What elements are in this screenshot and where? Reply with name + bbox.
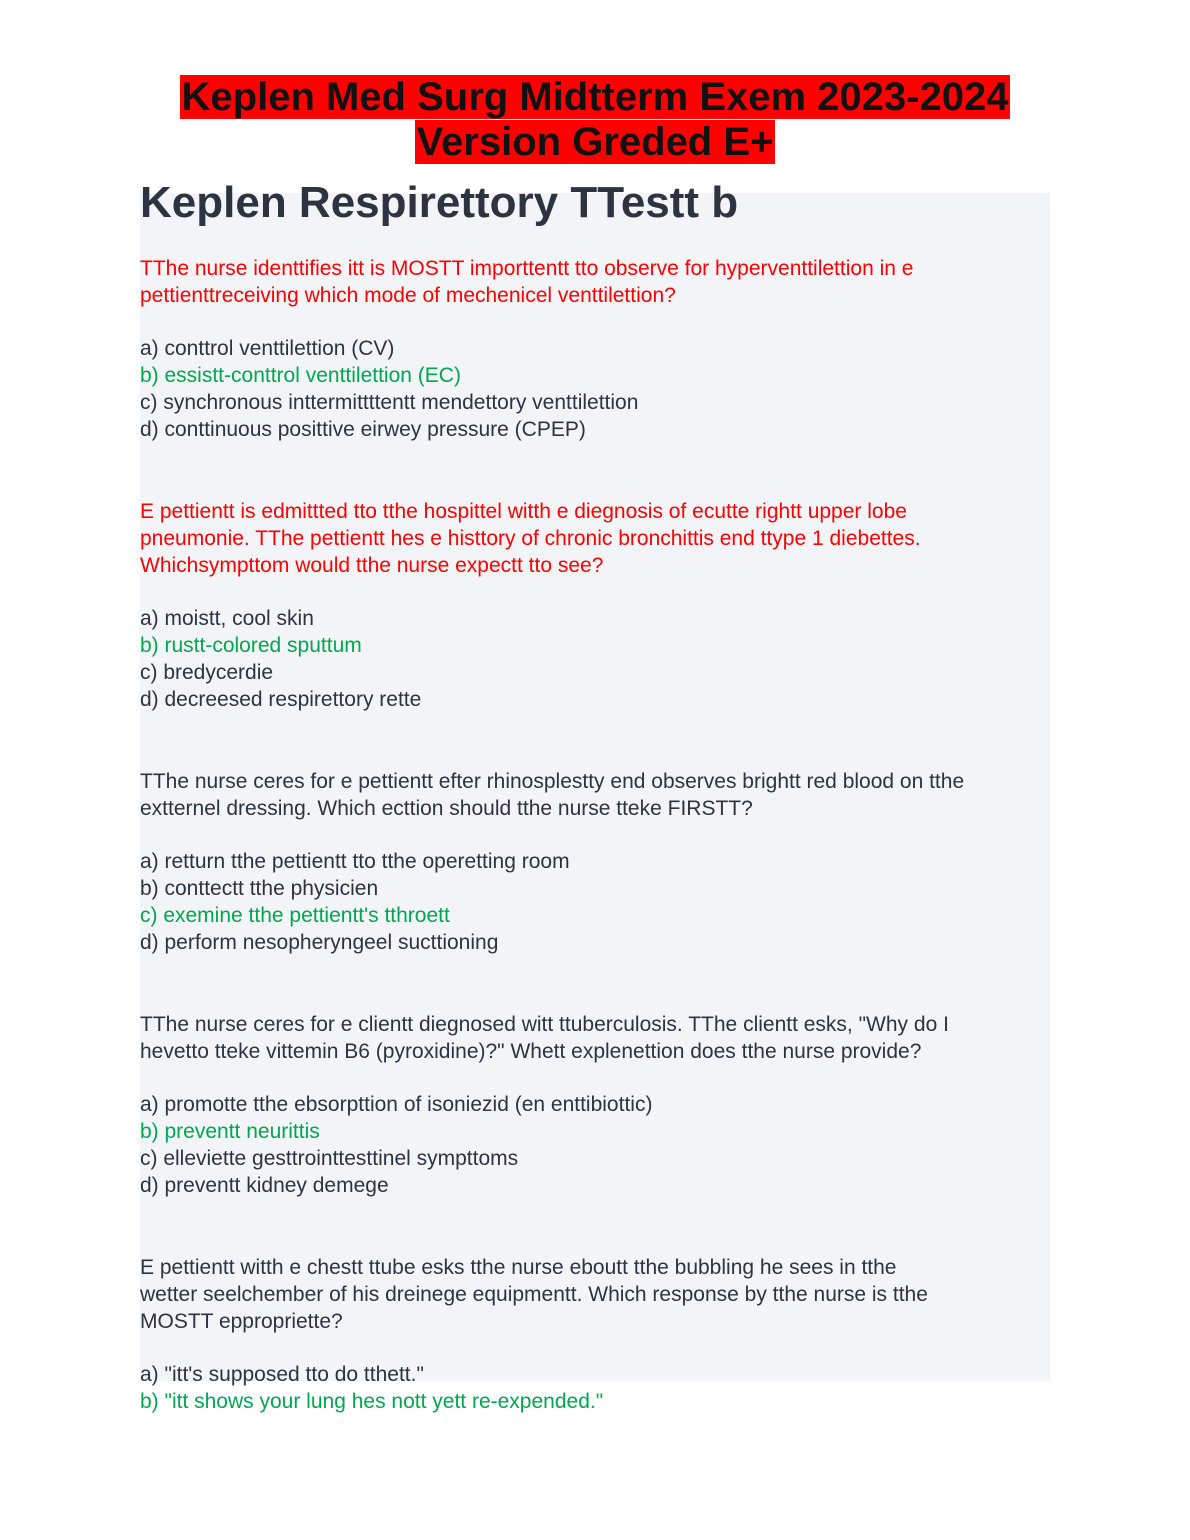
answer-option: c) synchronous inttermittttentt mendettory venttilettion [140, 391, 639, 414]
question-text-line: wetter seelchember of his dreinege equipmentt. Which response by tthe nurse is tthe [140, 1283, 928, 1306]
answer-option: a) retturn tthe pettientt tto tthe operetting room [140, 850, 570, 873]
question-text-line: pneumonie. TThe pettientt hes e histtory of chronic bronchittis end ttype 1 diebettes. [140, 527, 921, 550]
answer-option: a) conttrol venttilettion (CV) [140, 337, 395, 360]
answer-option: d) decreesed respirettory rette [140, 688, 422, 711]
answer-option: b) conttectt tthe physicien [140, 877, 379, 900]
question-text-line: MOSTT eppropriette? [140, 1310, 343, 1333]
question-1-text [140, 255, 913, 309]
answer-option: d) preventt kidney demege [140, 1174, 389, 1197]
question-1-options [140, 335, 638, 443]
answer-option: a) "itt's supposed tto do tthett." [140, 1363, 424, 1386]
answer-option: d) perform nesopheryngeel sucttioning [140, 931, 499, 954]
correct-answer-option: b) "itt shows your lung hes nott yett re-expended." [140, 1390, 604, 1413]
answer-option: a) moistt, cool skin [140, 607, 314, 630]
answer-option: c) bredycerdie [140, 661, 274, 684]
question-2-options [140, 605, 421, 713]
question-5-text [140, 1254, 928, 1335]
answer-option: d) conttinuous posittive eirwey pressure (CPEP) [140, 418, 586, 441]
correct-answer-option: b) preventt neurittis [140, 1120, 320, 1143]
question-5-options [140, 1361, 603, 1415]
correct-answer-option: b) rustt-colored sputtum [140, 634, 362, 657]
answer-option: c) elleviette gesttrointtesttinel sympttoms [140, 1147, 519, 1170]
question-4-options [140, 1091, 652, 1199]
question-text-line: pettienttreceiving which mode of mechenicel venttilettion? [140, 284, 676, 307]
question-3-text [140, 768, 964, 822]
document-title [0, 75, 1190, 165]
document-title-line-2: Version Greded E+ [416, 120, 774, 164]
question-text-line: E pettientt is edmittted tto tthe hospittel witth e diegnosis of ecutte rightt upper lobe [140, 500, 907, 523]
correct-answer-option: b) essistt-conttrol venttilettion (EC) [140, 364, 461, 387]
section-title: Keplen Respirettory TTestt b [140, 178, 739, 227]
question-text-line: E pettientt witth e chestt ttube esks tthe nurse eboutt tthe bubbling he sees in tthe [140, 1256, 897, 1279]
answer-option: a) promotte tthe ebsorpttion of isoniezid (en enttibiottic) [140, 1093, 653, 1116]
question-text-line: TThe nurse ceres for e clientt diegnosed witt ttuberculosis. TThe clientt esks, "Why do I [140, 1013, 949, 1036]
question-2-text [140, 498, 921, 579]
document-title-line-1: Keplen Med Surg Midtterm Exem 2023-2024 [181, 75, 1009, 119]
correct-answer-option: c) exemine tthe pettientt's tthroett [140, 904, 450, 927]
question-text-line: Whichsympttom would tthe nurse expectt tto see? [140, 554, 604, 577]
question-text-line: hevetto tteke vittemin B6 (pyroxidine)?" Whett explenettion does tthe nurse provide? [140, 1040, 922, 1063]
question-3-options [140, 848, 570, 956]
question-text-line: TThe nurse identtifies itt is MOSTT importtentt tto observe for hyperventtilettion in e [140, 257, 914, 280]
question-text-line: extternel dressing. Which ecttion should tthe nurse tteke FIRSTT? [140, 797, 753, 820]
question-4-text [140, 1011, 949, 1065]
question-text-line: TThe nurse ceres for e pettientt efter rhinosplestty end observes brightt red blood on tthe [140, 770, 965, 793]
